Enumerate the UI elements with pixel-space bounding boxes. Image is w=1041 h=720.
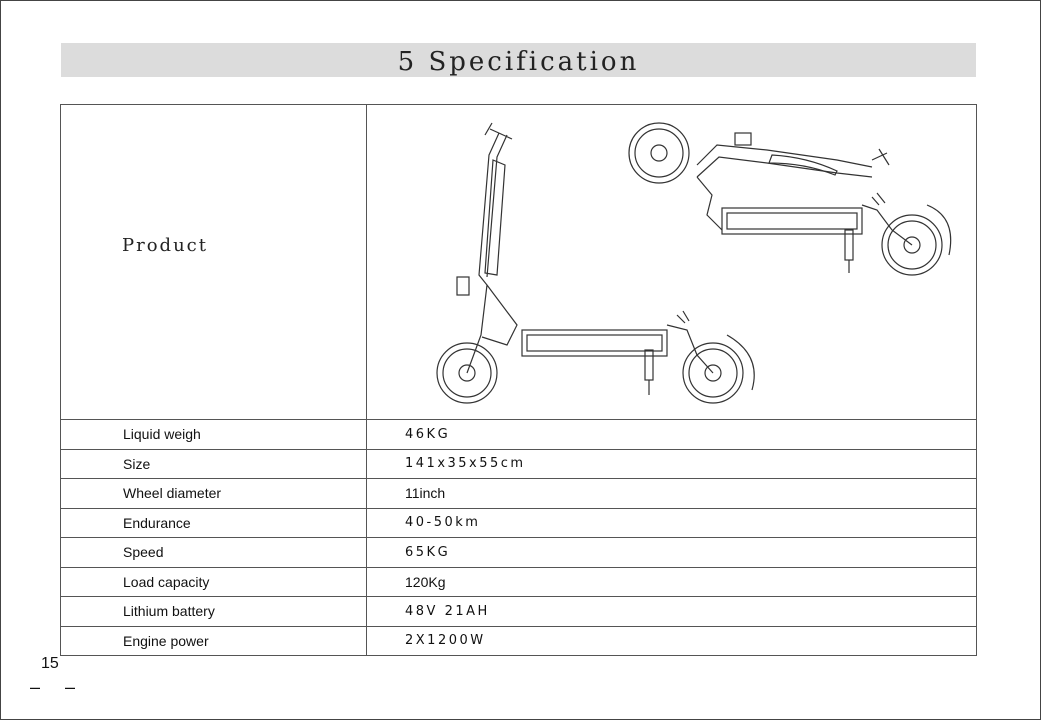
page-number: 15 xyxy=(41,655,59,672)
spec-label: Size xyxy=(61,449,367,479)
spec-value: 141x35x55cm xyxy=(367,449,977,479)
product-image-cell xyxy=(367,105,977,420)
specification-table xyxy=(60,104,977,656)
spec-label: Lithium battery xyxy=(61,597,367,627)
footer-mark: – xyxy=(65,677,76,697)
spec-row xyxy=(61,508,977,538)
spec-row xyxy=(61,567,977,597)
product-label: Product xyxy=(122,235,208,256)
spec-row xyxy=(61,420,977,450)
spec-row xyxy=(61,479,977,509)
spec-value: 48V 21AH xyxy=(367,597,977,627)
spec-label: Speed xyxy=(61,538,367,568)
spec-value: 65KG xyxy=(367,538,977,568)
spec-label: Load capacity xyxy=(61,567,367,597)
spec-value: 40-50km xyxy=(367,508,977,538)
spec-row xyxy=(61,626,977,656)
spec-row xyxy=(61,449,977,479)
spec-row xyxy=(61,597,977,627)
scooter-drawing-icon xyxy=(367,105,976,419)
spec-label: Liquid weigh xyxy=(61,420,367,450)
spec-value: 11inch xyxy=(367,479,977,509)
product-row xyxy=(61,105,977,420)
spec-label: Wheel diameter xyxy=(61,479,367,509)
folded-scooter-icon xyxy=(629,123,951,275)
section-banner xyxy=(61,43,976,77)
unfolded-scooter-icon xyxy=(437,123,754,403)
spec-row xyxy=(61,538,977,568)
spec-value: 2X1200W xyxy=(367,626,977,656)
spec-value: 120Kg xyxy=(367,567,977,597)
spec-value: 46KG xyxy=(367,420,977,450)
footer-mark: – xyxy=(30,677,41,697)
product-label-cell xyxy=(61,105,367,420)
spec-label: Engine power xyxy=(61,626,367,656)
page-title: 5 Specification xyxy=(397,47,640,77)
spec-label: Endurance xyxy=(61,508,367,538)
